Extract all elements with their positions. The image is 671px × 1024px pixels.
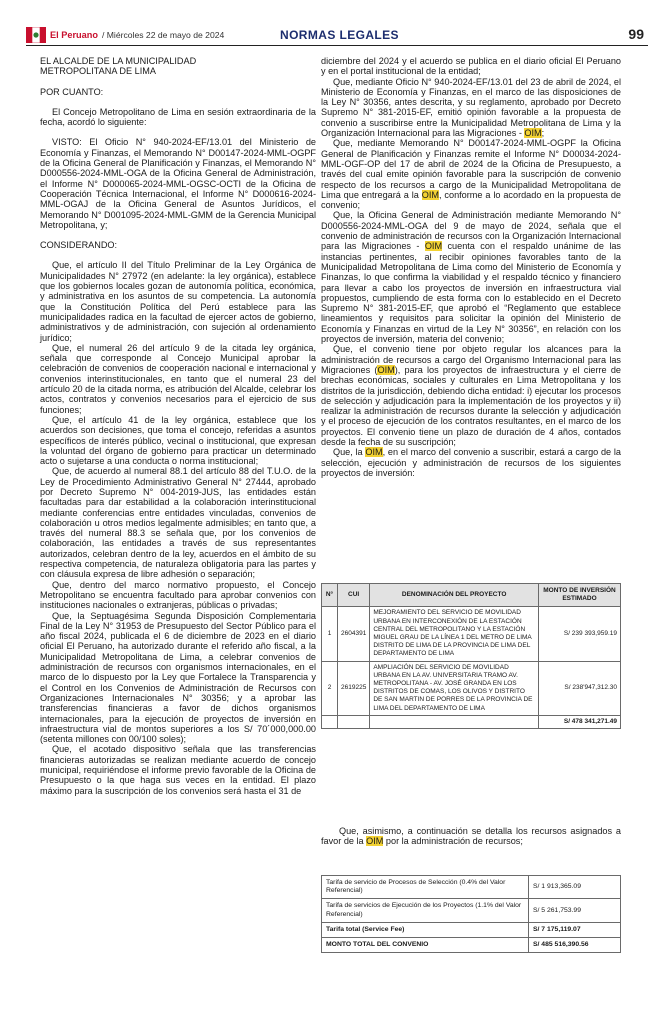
- row-project-name: AMPLIACIÓN DEL SERVICIO DE MOVILIDAD URBANA EN LA AV. UNIVERSITARIA TRAMO AV. METROPOLITANA - AV. JOSÉ GRANDA EN LOS DISTRITOS DE COMAS, LOS OLIVOS Y DISTRITO DE SAN MARTIN DE PORRES DE LA PROVINCIA DE LIMA DEL DEPARTAMENTO DE LIMA: [370, 661, 539, 715]
- column-header-project: DENOMINACIÓN DEL PROYECTO: [370, 584, 539, 607]
- table-row: [322, 899, 621, 922]
- column-header-number: N°: [322, 584, 338, 607]
- table-header-row: [322, 584, 621, 607]
- table-row: [322, 876, 621, 899]
- row-cui: 2604391: [338, 607, 370, 661]
- oim-highlight: OIM: [366, 836, 384, 847]
- considerando-paragraph-3: Que, el artículo 41 de la ley orgánica, establece que los acuerdos son decisiones, que toma el concejo, referidas a asuntos específicos de interés público, vecinal o institucional, que expresan la voluntad del órgano de gobierno para practicar un determinado acto o sujetarse a una conducta o norma institucional;: [40, 414, 316, 467]
- considerando-heading: CONSIDERANDO:: [40, 240, 118, 251]
- considerando-paragraph-4: Que, de acuerdo al numeral 88.1 del artículo 88 del T.U.O. de la Ley de Procedimiento Administrativo General N° 27444, aprobado por Decreto Supremo N° 004-2019-JUS, las entidades están facultadas para dar estabilidad a la colaboración interinstitucional mediante conferencias entre entidades vinculadas, convenios de colaboración u otros medios legalmente admisibles; en tanto que, a través del numeral 88.3 se señala que, por los convenios de colaboración, las entidades a través de sus representantes autorizados, celebran dentro de la ley, acuerdos en el ámbito de su respectiva competencia, de naturaleza obligatoria para las partes y con cláusula expresa de libre adhesión o separación;: [40, 466, 316, 580]
- table-row: [322, 922, 621, 937]
- fee-label: Tarifa de servicios de Ejecución de los Proyectos (1.1% del Valor Referencial): [322, 899, 529, 922]
- row-amount: S/ 238'947,312.30: [539, 661, 621, 715]
- authority-line-1: EL ALCALDE DE LA MUNICIPALIDAD: [40, 56, 197, 66]
- authority-line-2: METROPOLITANA DE LIMA: [40, 66, 156, 77]
- table-row: [322, 607, 621, 661]
- newspaper-brand: El Peruano: [50, 30, 98, 40]
- oim-highlight: OIM: [424, 241, 443, 252]
- resources-intro: [321, 826, 621, 847]
- visto-paragraph: VISTO: El Oficio N° 940-2024-EF/13.01 del Ministerio de Economía y Finanzas, el Memorando N° D00147-2024-MML-OGPF de la Oficina General de Planificación y Finanzas, el Memorando N° D000556-2024-MML-OGA de la Oficina General de Administración, el Informe N° D000065-2024-MML-OGSC-OCTI de la Oficina de Cooperación Técnica Internacional, el Informe N° D000616-2024-MML-OGAJ de la Oficina General de Asuntos Jurídicos, el Memorando N° D001095-2024-MML-GMM de la Gerencia Municipal Metropolitana, y;: [40, 137, 316, 230]
- considerando-paragraph-7: Que, el acotado dispositivo señala que las transferencias financieras autorizadas se realizan mediante acuerdo de concejo municipal, requiriéndose el informe previo favorable de la Oficina de Presupuesto o la que haga sus veces en la entidad. El plazo máximo para la suscripción de los convenios será hasta el 31 de: [40, 744, 316, 796]
- column-header-cui: CUI: [338, 584, 370, 607]
- oim-highlight: OIM: [421, 189, 439, 200]
- issue-date: / Miércoles 22 de mayo de 2024: [102, 30, 225, 40]
- fee-amount: S/ 1 913,365.09: [529, 876, 621, 899]
- considerando-paragraph-8: Que, mediante Oficio N° 940-2024-EF/13.01 del 23 de abril de 2024, el Ministerio de Economía y Finanzas, en el marco de las disposiciones de la Ley N° 30356, antes descrita, y su reglamento, aprobado por Decreto Supremo N° 381-2015-EF, emitió opinión favorable a la propuesta de convenio a suscribirse entre la Municipalidad Metropolitana de Lima y la Organización Internacional para las Migraciones - OIM;: [321, 76, 621, 139]
- row-number: 1: [322, 607, 338, 661]
- column-header-amount: MONTO DE INVERSIÓN ESTIMADO: [539, 584, 621, 607]
- fee-amount: S/ 485 516,390.56: [529, 938, 621, 953]
- por-cuanto-heading: POR CUANTO:: [40, 86, 104, 97]
- row-amount: S/ 239 393,959.19: [539, 607, 621, 661]
- page-header: [26, 24, 648, 46]
- projects-table: [321, 583, 621, 729]
- oim-highlight: OIM: [377, 364, 395, 375]
- left-column: [40, 56, 316, 796]
- considerando-paragraph-5: Que, dentro del marco normativo propuesto, el Concejo Metropolitano se encuentra facultado para aprobar convenios con instituciones nacionales o extranjeras, públicas o privadas;: [40, 579, 316, 611]
- oim-highlight: OIM: [524, 128, 542, 139]
- considerando-paragraph-2: Que, el numeral 26 del artículo 9 de la citada ley orgánica, señala que corresponde al Concejo Municipal aprobar la celebración de convenios de cooperación nacional e internacional y convenios interinstitucionales, en tanto que el numeral 23 del artículo 20 de la citada norma, es atribución del Alcalde, celebrar los actos, contratos y convenios necesarios para el ejercicio de sus funciones;: [40, 342, 316, 415]
- row-cui: 2619225: [338, 661, 370, 715]
- row-project-name: MEJORAMIENTO DEL SERVICIO DE MOVILIDAD URBANA EN INTERCONEXIÓN DE LA ESTACIÓN CENTRAL DEL METROPOLITANO Y LA ESTACIÓN MIGUEL GRAU DE LA LÍNEA 1 DEL METRO DE LIMA DISTRITO DE LIMA DE LA PROVINCIA DE LIMA DEL DEPARTAMENTO DE LIMA: [370, 607, 539, 661]
- fee-label: Tarifa total (Service Fee): [322, 922, 529, 937]
- resources-table: [321, 875, 621, 953]
- considerando-paragraph-12: Que, la OIM, en el marco del convenio a suscribir, estará a cargo de la selección, ejecución y administración de recursos de los siguientes proyectos de inversión:: [321, 447, 621, 478]
- fee-label: MONTO TOTAL DEL CONVENIO: [322, 938, 529, 953]
- section-title: NORMAS LEGALES: [280, 28, 399, 42]
- considerando-paragraph-6: Que, la Septuagésima Segunda Disposición Complementaria Final de la Ley N° 31953 de Presupuesto del Sector Público para el año fiscal 2024, publicada el 6 de diciembre de 2023 en el diario oficial El Peruano, ha autorizado durante el referido año fiscal, a la Municipalidad Metropolitana de Lima, a celebrar convenios de administración de recursos con organismos internacionales, en el marco de lo dispuesto por la Ley que Fortalece la Transparencia y el Control en los Convenios de Administración de Recursos con Organizaciones Internacionales N° 30356; y a aprobar las transferencias financieras a favor de dichos organismos internacionales, para la ejecución de proyectos de inversión en infraestructura vial de montos superiores a los S/ 70´000,000.00 (setenta millones con 00/100 soles);: [40, 610, 316, 745]
- considerando-paragraph-10: Que, la Oficina General de Administración mediante Memorando N° D000556-2024-MML-OGA del 9 de mayo de 2024, señala que el convenio de administración de recursos con la Organización Internacional para las Migraciones - OIM cuenta con el respaldo unánime de las instancias pertinentes, al recibir opiniones favorables tanto de la Municipalidad Metropolitana de Lima como del Ministerio de Economía y Finanzas, lo que confirma la viabilidad y el respaldo técnico y financiero para llevar a cabo los proyectos de inversión en infraestructura vial propuestos, cumpliendo de esta forma con lo establecido en el Decreto Supremo N° 381-2015-EF, que aprobó el “Reglamento que establece lineamientos y requisitos para solicitar la opinión del Ministerio de Economía y Finanzas en virtud de la Ley N° 30356”, en relación con los proyectos de inversión, materia del convenio;: [321, 210, 621, 345]
- right-column: [321, 56, 621, 478]
- page-number: 99: [628, 26, 644, 42]
- resources-paragraph: Que, asimismo, a continuación se detalla los recursos asignados a favor de la OIM por la administración de recursos;: [321, 826, 621, 847]
- continued-paragraph: diciembre del 2024 y el acuerdo se publica en el diario oficial El Peruano y en el portal institucional de la entidad;: [321, 56, 621, 77]
- oim-highlight: OIM: [365, 447, 383, 458]
- concejo-paragraph: El Concejo Metropolitano de Lima en sesión extraordinaria de la fecha, acordó lo siguiente:: [40, 106, 316, 128]
- table-row: [322, 938, 621, 953]
- considerando-paragraph-11: Que, el convenio tiene por objeto regular los alcances para la administración de recursos a cargo del Organismo Internacional para las Migraciones (OIM), para los proyectos de infraestructura y el cierre de brechas económicas, sociales y culturales en Lima Metropolitana y los distritos de la jurisdicción, debiendo dicha entidad: i) ejecutar los procesos de selección y adjudicación para la implementación de los proyectos y ii) realizar la administración de recursos durante la selección y adjudicación y el proceso de ejecución de los contratos resultantes, en el marco de los proyectos. El convenio tiene un plazo de duración de 4 años, contados desde la fecha de su suscripción;: [321, 344, 621, 447]
- row-number: 2: [322, 661, 338, 715]
- table-row: [322, 661, 621, 715]
- total-amount: S/ 478 341,271.49: [539, 715, 621, 728]
- el-peruano-crest-icon: [26, 27, 46, 43]
- fee-label: Tarifa de servicio de Procesos de Selección (0.4% del Valor Referencial): [322, 876, 529, 899]
- fee-amount: S/ 7 175,119.07: [529, 922, 621, 937]
- considerando-paragraph-9: Que, mediante Memorando N° D00147-2024-MML-OGPF la Oficina General de Planificación y Finanzas remite el Informe N° D00034-2024-MML-OGF-OP del 17 de abril de 2024 de la Oficina de Presupuesto, a través del cual emite opinión favorable para la suscripción de convenio respecto de los recursos a cargo de la Municipalidad Metropolitana de Lima que entregará a la OIM, conforme a lo acordado en la propuesta de convenio;: [321, 138, 622, 211]
- considerando-paragraph-1: Que, el artículo II del Título Preliminar de la Ley Orgánica de Municipalidades N° 27972 (en adelante: la ley orgánica), establece que los gobiernos locales gozan de autonomía política, económica, y administrativa en los asuntos de su competencia. La autonomía que la Constitución Política del Perú establece para las municipalidades radica en la facultad de ejercer actos de gobierno, administrativos y de administración, con sujeción al ordenamiento jurídico;: [40, 260, 316, 343]
- table-total-row: [322, 715, 621, 728]
- fee-amount: S/ 5 261,753.99: [529, 899, 621, 922]
